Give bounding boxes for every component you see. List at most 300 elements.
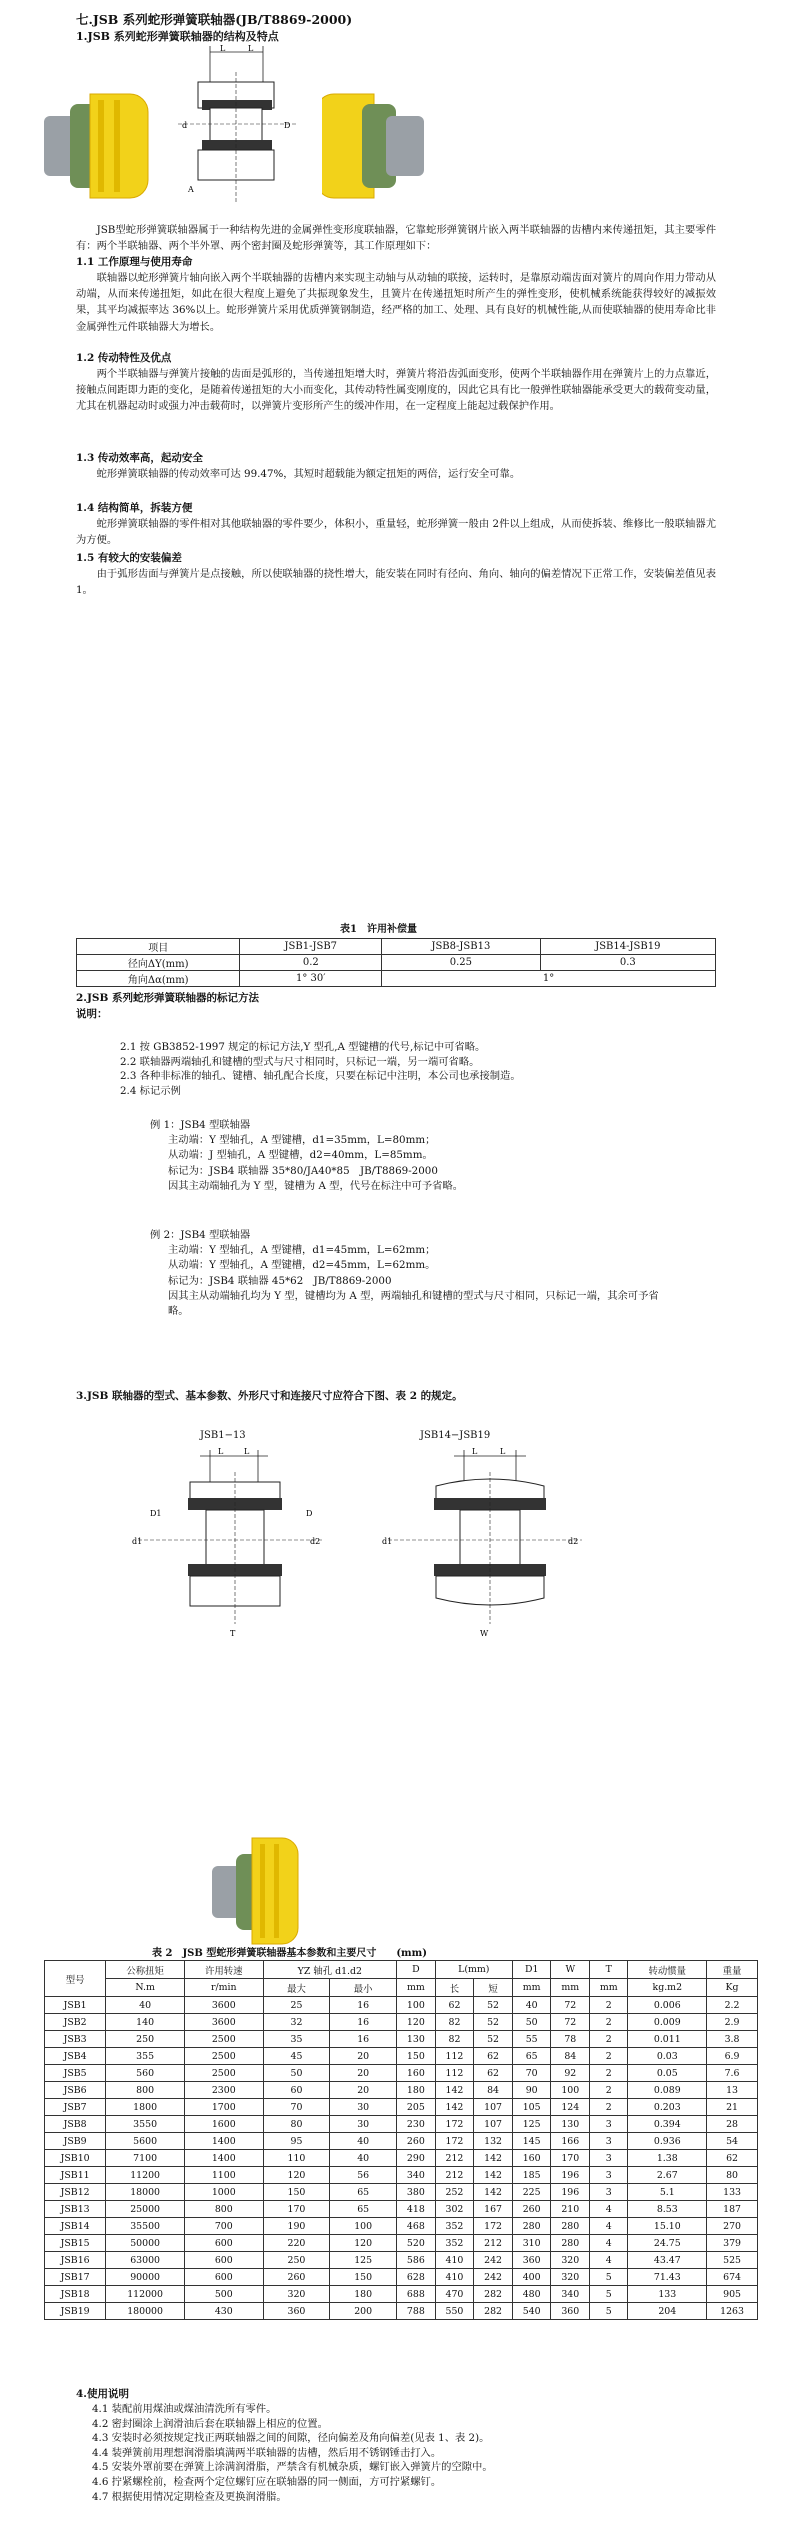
table-cell: 2 [590,2031,628,2048]
table-cell: 167 [474,2201,513,2218]
dim-T: T [230,1629,236,1638]
table-cell: 5 [590,2286,628,2303]
table-cell: 112000 [106,2286,185,2303]
table-row [45,2201,758,2218]
table-cell: 242 [474,2269,513,2286]
table-cell: 2 [590,2065,628,2082]
table-cell: 11200 [106,2167,185,2184]
table-cell: 43.47 [628,2252,707,2269]
table-row [45,2099,758,2116]
table-cell: 0.203 [628,2099,707,2116]
table-cell: 55 [512,2031,551,2048]
table-cell: 560 [106,2065,185,2082]
dim-l4: L [500,1447,506,1456]
table-cell: 82 [435,2031,474,2048]
example-line: 例 1：JSB4 型联轴器 [150,1119,251,1131]
table-cell: 105 [512,2099,551,2116]
table-cell: 95 [263,2133,330,2150]
table-cell: 21 [707,2099,758,2116]
table-cell: 4 [590,2252,628,2269]
header-D: D [397,1961,436,1979]
table-cell: 1400 [184,2150,263,2167]
table-cell: 45 [263,2048,330,2065]
table1-caption: 表1 许用补偿量 [340,924,417,935]
table-cell: JSB16 [45,2252,106,2269]
table-row [45,2235,758,2252]
table-cell: 150 [263,2184,330,2201]
table-cell: 282 [474,2303,513,2320]
drawing-jsb1-13 [130,1446,330,1646]
table-cell: 3 [590,2184,628,2201]
table-cell: 320 [263,2286,330,2303]
table-cell: 112 [435,2048,474,2065]
table-cell: 600 [184,2235,263,2252]
table-cell: 133 [707,2184,758,2201]
table-cell: 172 [435,2116,474,2133]
table-cell: 212 [435,2167,474,2184]
unit-mm: mm [590,1979,628,1997]
table-cell: 2 [590,2099,628,2116]
table-cell: 260 [397,2133,436,2150]
table-cell: JSB8 [45,2116,106,2133]
table-cell: 5 [590,2303,628,2320]
table-cell: 282 [474,2286,513,2303]
table-cell: 280 [551,2235,590,2252]
table-cell: 170 [263,2201,330,2218]
dim-label-l: L [220,44,226,53]
table-cell: JSB4 [45,2048,106,2065]
dim-W: W [480,1629,489,1638]
table-cell: 525 [707,2252,758,2269]
table1-header-row [77,939,716,955]
example-line: 标记为：JSB4 联轴器 35*80/JA40*85 JB/T8869-2000 [168,1164,438,1177]
table-cell: 172 [435,2133,474,2150]
unit-torque: N.m [106,1979,185,1997]
table-cell: 2 [590,1997,628,2014]
table-cell: 2500 [184,2031,263,2048]
dim-label-l2: L [248,44,254,53]
table-cell: 1100 [184,2167,263,2184]
table-cell: 32 [263,2014,330,2031]
table-cell: 180 [397,2082,436,2099]
table-cell: 280 [551,2218,590,2235]
table-cell: 100 [397,1997,436,2014]
table-cell: JSB3 [45,2031,106,2048]
table-cell: 142 [474,2167,513,2184]
section-1-title: 1.JSB 系列蛇形弹簧联轴器的结构及特点 [76,30,279,43]
table-cell: 28 [707,2116,758,2133]
header-max: 最大 [263,1979,330,1997]
table-cell: 142 [474,2150,513,2167]
table-cell: 62 [474,2048,513,2065]
table-cell: 65 [330,2201,397,2218]
note-item: 4.3 安装时必须按规定找正两联轴器之间的间隙，径向偏差及角向偏差(见表 1、表 2)。 [92,2432,490,2445]
unit-inertia: kg.m2 [628,1979,707,1997]
table-cell: 230 [397,2116,436,2133]
dim-l3: L [472,1447,478,1456]
table-cell: 6.9 [707,2048,758,2065]
table-cell: 150 [330,2269,397,2286]
header-weight: 重量 [707,1961,758,1979]
table-cell: 65 [512,2048,551,2065]
notes4-list [92,2402,493,2504]
table-cell: 2.9 [707,2014,758,2031]
table-cell: 220 [263,2235,330,2252]
table-cell: 320 [551,2269,590,2286]
table-cell: 800 [106,2082,185,2099]
table-cell: 242 [474,2252,513,2269]
table1-cell: 0.3 [540,955,715,971]
header-T: T [590,1961,628,1979]
note-item: 4.4 装弹簧前用理想润滑脂填满两半联轴器的齿槽，然后用不锈钢锤击打入。 [92,2446,442,2459]
table-cell: 125 [330,2252,397,2269]
table-cell: 600 [184,2269,263,2286]
s15-text: 由于弧形齿面与弹簧片是点接触，所以使联轴器的挠性增大，能安装在同时有径向、角向、轴向的偏差情况下正常工作，安装偏差值见表 1。 [76,568,716,597]
table-cell: 470 [435,2286,474,2303]
unit-weight: Kg [707,1979,758,1997]
table-cell: 25000 [106,2201,185,2218]
table2-caption: 表 2 JSB 型蛇形弹簧联轴器基本参数和主要尺寸 (mm) [152,1948,427,1959]
table-cell: 480 [512,2286,551,2303]
table-row [45,2218,758,2235]
table-cell: JSB10 [45,2150,106,2167]
table-cell: JSB18 [45,2286,106,2303]
drawing-jsb14-19 [380,1446,590,1646]
table-cell: 360 [512,2252,551,2269]
table-cell: 120 [330,2235,397,2252]
note-item: 2.3 各种非标准的轴孔、键槽、轴孔配合长度，只要在标记中注明，本公司也承接制造。 [120,1070,521,1083]
s11-text: 联轴器以蛇形弹簧片轴向嵌入两个半联轴器的齿槽内来实现主动轴与从动轴的联接，运转时，是靠原动端齿面对簧片的周向作用力带动从动端，从而来传递扭矩，如此在很大程度上避免了共振现象发生，且簧片在传递扭矩时所产生的弹性变形，使机械系统能获得较好的减振效果，其平均减振率达 36%以上。蛇形弹簧片采用优质弹簧钢制造，经严格的加工、处理、具有良好的机械性能,从而使联轴器的使用寿命比非金属弹性元件联轴器大为增长。 [76,272,716,333]
example-1 [150,1118,463,1194]
table-cell: 200 [330,2303,397,2320]
dim-d1: d1 [132,1537,143,1546]
table-cell: 2 [590,2048,628,2065]
table-row [45,2286,758,2303]
header-D1: D1 [512,1961,551,1979]
table-cell: 1.38 [628,2150,707,2167]
table-cell: 40 [106,1997,185,2014]
unit-mm: mm [551,1979,590,1997]
table-cell: 0.394 [628,2116,707,2133]
s13-title: 1.3 传动效率高，起动安全 [76,452,203,464]
table-cell: 2300 [184,2082,263,2099]
table-cell: 2 [590,2082,628,2099]
table-cell: 3600 [184,2014,263,2031]
header-long: 长 [435,1979,474,1997]
table-cell: 3 [590,2150,628,2167]
table-cell: 52 [474,1997,513,2014]
table-cell: 205 [397,2099,436,2116]
table-cell: 0.089 [628,2082,707,2099]
table1-header-cell: 项目 [77,939,240,955]
table-cell: 430 [184,2303,263,2320]
table-row [45,2269,758,2286]
table-cell: 20 [330,2065,397,2082]
dim-l2: L [244,1447,250,1456]
table-cell: 20 [330,2082,397,2099]
table-cell: 360 [551,2303,590,2320]
table-row [45,2133,758,2150]
table-cell: 290 [397,2150,436,2167]
table-row [45,2031,758,2048]
table2-header-row-2 [45,1979,758,1997]
example-2 [150,1228,670,1319]
table-cell: 586 [397,2252,436,2269]
table-cell: 140 [106,2014,185,2031]
table-cell: 302 [435,2201,474,2218]
table-cell: 540 [512,2303,551,2320]
header-model: 型号 [45,1961,106,1997]
table-cell: 260 [263,2269,330,2286]
header-L: L(mm) [435,1961,512,1979]
example-line: 例 2：JSB4 型联轴器 [150,1229,251,1241]
table-cell: 379 [707,2235,758,2252]
table-cell: 35 [263,2031,330,2048]
table-cell: 52 [474,2031,513,2048]
table-cell: 40 [512,1997,551,2014]
table-cell: 52 [474,2014,513,2031]
s14-title: 1.4 结构简单，拆装方便 [76,502,193,514]
table-cell: 133 [628,2286,707,2303]
section-2-sub: 说明： [76,1008,108,1020]
table-cell: 62 [474,2065,513,2082]
table-cell: 788 [397,2303,436,2320]
table-cell: 3600 [184,1997,263,2014]
table-cell: 56 [330,2167,397,2184]
table-row [45,2048,758,2065]
table-cell: 16 [330,2014,397,2031]
table-cell: 1000 [184,2184,263,2201]
table-cell: 400 [512,2269,551,2286]
table-cell: 352 [435,2235,474,2252]
table-cell: 7.6 [707,2065,758,2082]
table-cell: JSB12 [45,2184,106,2201]
table-cell: 120 [397,2014,436,2031]
table-cell: 132 [474,2133,513,2150]
table1-header-cell: JSB14-JSB19 [540,939,715,955]
intro-paragraph: JSB型蛇形弹簧联轴器属于一种结构先进的金属弹性变形度联轴器，它靠蛇形弹簧钢片嵌入两半联轴器的齿槽内来传递扭矩，其主要零件有：两个半联轴器、两个半外罩、两个密封圈及蛇形弹簧等，其工作原理如下： [76,224,716,253]
table1-cell: 0.25 [382,955,541,971]
table-cell: 1600 [184,2116,263,2133]
table-cell: 54 [707,2133,758,2150]
table2 [44,1960,758,2320]
table-cell: 4 [590,2201,628,2218]
table-cell: 24.75 [628,2235,707,2252]
table-cell: 0.936 [628,2133,707,2150]
example-line: 主动端：Y 型轴孔，A 型键槽，d1=45mm，L=62mm； [168,1244,436,1257]
table-cell: 0.011 [628,2031,707,2048]
s12-title: 1.2 传动特性及优点 [76,352,172,364]
table-cell: 352 [435,2218,474,2235]
table-row [45,2303,758,2320]
example-line: 标记为：JSB4 联轴器 45*62 JB/T8869-2000 [168,1274,392,1287]
note-item: 4.1 装配前用煤油或煤油清洗所有零件。 [92,2403,277,2415]
table-cell: 107 [474,2116,513,2133]
table-cell: 380 [397,2184,436,2201]
table-cell: 112 [435,2065,474,2082]
table-cell: JSB15 [45,2235,106,2252]
table-cell: 2 [590,2014,628,2031]
table1-cell: 角向Δα(mm) [77,971,240,987]
table-cell: 142 [474,2184,513,2201]
dim-label-d: d [182,121,188,130]
header-W: W [551,1961,590,1979]
table-cell: 270 [707,2218,758,2235]
example-line: 主动端：Y 型轴孔，A 型键槽，d1=35mm，L=80mm； [168,1134,436,1147]
table1-row [77,955,716,971]
table2-header-row-1 [45,1961,758,1979]
table-cell: 50 [263,2065,330,2082]
table-cell: 1800 [106,2099,185,2116]
table-cell: 187 [707,2201,758,2218]
table-cell: 150 [397,2048,436,2065]
table-cell: 100 [551,2082,590,2099]
table-cell: 340 [551,2286,590,2303]
table-cell: 4 [590,2218,628,2235]
table-cell: 2500 [184,2048,263,2065]
table-cell: 800 [184,2201,263,2218]
table1-cell: 1° 30′ [240,971,382,987]
table-cell: 25 [263,1997,330,2014]
table-cell: 3.8 [707,2031,758,2048]
table-cell: 3 [590,2133,628,2150]
table-cell: 120 [263,2167,330,2184]
unit-mm: mm [512,1979,551,1997]
header-min: 最小 [330,1979,397,1997]
table-cell: 500 [184,2286,263,2303]
table-row [45,1997,758,2014]
table-cell: 280 [512,2218,551,2235]
table-cell: 78 [551,2031,590,2048]
table-cell: 90 [512,2082,551,2099]
table-cell: 688 [397,2286,436,2303]
table-cell: 80 [263,2116,330,2133]
table-cell: 16 [330,1997,397,2014]
table-cell: JSB2 [45,2014,106,2031]
table-cell: 20 [330,2048,397,2065]
table-cell: 550 [435,2303,474,2320]
table-cell: 520 [397,2235,436,2252]
table-cell: 418 [397,2201,436,2218]
table-cell: 212 [435,2150,474,2167]
table-row [45,2252,758,2269]
table-cell: 196 [551,2167,590,2184]
table1-header-cell: JSB1-JSB7 [240,939,382,955]
table-cell: 8.53 [628,2201,707,2218]
dim-label-D: D [284,121,291,130]
table-cell: 82 [435,2014,474,2031]
table1-row [77,971,716,987]
table-cell: 60 [263,2082,330,2099]
table-cell: 7100 [106,2150,185,2167]
table1 [76,938,716,987]
s14-text: 蛇形弹簧联轴器的零件相对其他联轴器的零件要少，体积小，重量轻，蛇形弹簧一般由 2件以上组成，从而使拆装、维修比一般联轴器尤为方便。 [76,518,716,547]
table-cell: 3550 [106,2116,185,2133]
table-cell: 225 [512,2184,551,2201]
header-torque: 公称扭矩 [106,1961,185,1979]
dim-D1: D1 [150,1509,162,1518]
table-cell: 30 [330,2099,397,2116]
table-cell: 5.1 [628,2184,707,2201]
table1-cell: 1° [382,971,716,987]
table1-cell: 0.2 [240,955,382,971]
table-cell: 360 [263,2303,330,2320]
unit-speed: r/min [184,1979,263,1997]
table-cell: 40 [330,2133,397,2150]
table-cell: 142 [435,2099,474,2116]
table-cell: 70 [512,2065,551,2082]
table-row [45,2116,758,2133]
table-cell: JSB13 [45,2201,106,2218]
table-cell: 63000 [106,2252,185,2269]
table-cell: 180 [330,2286,397,2303]
table-cell: 50 [512,2014,551,2031]
table-cell: 125 [512,2116,551,2133]
table-cell: 30 [330,2116,397,2133]
table-cell: 160 [397,2065,436,2082]
table-cell: 0.03 [628,2048,707,2065]
table-cell: JSB14 [45,2218,106,2235]
section-4-title: 4.使用说明 [76,2388,129,2400]
note-item: 4.6 拧紧螺栓前，检查两个定位螺钉应在联轴器的同一侧面，方可拧紧螺钉。 [92,2475,442,2488]
section-3-title: 3.JSB 联轴器的型式、基本参数、外形尺寸和连接尺寸应符合下图、表 2 的规定。 [76,1390,463,1402]
table-cell: 35500 [106,2218,185,2235]
table-cell: 90000 [106,2269,185,2286]
example-line: 从动端：Y 型轴孔，A 型键槽，d2=45mm，L=62mm。 [168,1259,436,1272]
table-cell: 628 [397,2269,436,2286]
table-cell: 84 [474,2082,513,2099]
table-cell: 2500 [184,2065,263,2082]
table-cell: 72 [551,1997,590,2014]
table-cell: 0.006 [628,1997,707,2014]
table-cell: 180000 [106,2303,185,2320]
table-cell: 71.43 [628,2269,707,2286]
page-title: 七.JSB 系列蛇形弹簧联轴器(JB/T8869-2000) [76,12,353,27]
table-row [45,2014,758,2031]
table-cell: 355 [106,2048,185,2065]
table-cell: 72 [551,2014,590,2031]
coupling-photo-right [322,86,432,206]
table-cell: JSB11 [45,2167,106,2184]
table-cell: 468 [397,2218,436,2235]
table-cell: JSB7 [45,2099,106,2116]
table-cell: 410 [435,2269,474,2286]
table-cell: 100 [330,2218,397,2235]
table-cell: 3 [590,2167,628,2184]
header-bore: YZ 轴孔 d1.d2 [263,1961,396,1979]
table-cell: 4 [590,2235,628,2252]
fig-right-label: JSB14−JSB19 [420,1430,491,1441]
example-line: 因其主从动端轴孔均为 Y 型，键槽均为 A 型，两端轴孔和键槽的型式与尺寸相同，只标记一端，其余可予省略。 [168,1289,659,1318]
table-cell: 160 [512,2150,551,2167]
note-item: 2.1 按 GB3852-1997 规定的标记方法,Y 型孔,A 型键槽的代号,标记中可省略。 [120,1041,486,1053]
table-row [45,2150,758,2167]
table-cell: 410 [435,2252,474,2269]
table-cell: 190 [263,2218,330,2235]
table-cell: 2.2 [707,1997,758,2014]
note-item: 4.5 安装外罩前要在弹簧上涂满润滑脂，严禁含有机械杂质，螺钉嵌入弹簧片的空隙中。 [92,2461,493,2474]
table-cell: 1263 [707,2303,758,2320]
table1-cell: 径向ΔY(mm) [77,955,240,971]
table-cell: 905 [707,2286,758,2303]
table-row [45,2167,758,2184]
note-item: 2.2 联轴器两端轴孔和键槽的型式与尺寸相同时，只标记一端，另一端可省略。 [120,1055,480,1068]
s15-title: 1.5 有较大的安装偏差 [76,552,182,564]
table-cell: 124 [551,2099,590,2116]
table-cell: 185 [512,2167,551,2184]
table-cell: 170 [551,2150,590,2167]
table-cell: 600 [184,2252,263,2269]
